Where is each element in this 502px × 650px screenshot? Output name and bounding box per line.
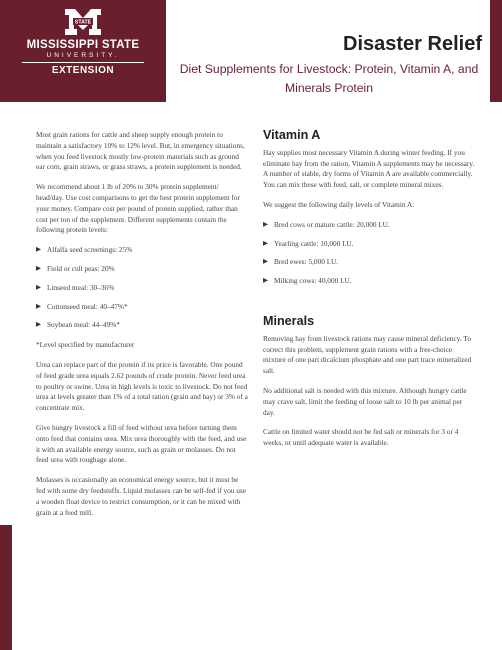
university-logo[interactable] — [0, 6, 166, 76]
left-column — [36, 130, 248, 527]
logo-university-name: MISSISSIPPI STATE — [26, 39, 140, 51]
list-item: ▶ Milking cows: 40,000 I.U. — [263, 276, 352, 286]
urea-feeding-paragraph: Give hungry livestock a fill of feed without urea before turning them onto feed that contains urea. Mix urea thoroughly with the feed, and use it with an available energy source, such as grain or molasses. Do not feed urea with roughage alone. — [36, 422, 247, 465]
list-item: ▶ Bred cows or mature cattle: 20,000 I.U. — [263, 219, 390, 229]
triangle-bullet-icon: ▶ — [263, 239, 268, 247]
supplement-list — [36, 245, 248, 331]
triangle-bullet-icon: ▶ — [36, 302, 41, 310]
list-item: ▶ Yearling cattle: 10,000 I.U. — [263, 238, 354, 248]
minerals-paragraph-1: Removing hay from livestock rations may cause mineral deficiency. To correct this problem, supplement grain rations with a free-choice mixture of one part dicalcium phosphate and one part trace mineralized salt. — [263, 333, 472, 376]
logo-shield-text: STATE — [74, 19, 92, 26]
vitamin-a-paragraph: Hay supplies most necessary Vitamin A during winter feeding. If you eliminate hay from the ration, Vitamin A supplements may be necessary. A number of stable, dry forms of Vitamin A are available commercially. You can mix these with feed, salt, or complete mineral mixes. — [263, 147, 475, 190]
list-item: ▶ Bred ewes: 5,000 I.U. — [263, 257, 339, 267]
logo-university-word: UNIVERSITY. — [46, 52, 120, 59]
vitamin-a-levels-list — [263, 220, 475, 287]
right-column — [263, 130, 475, 458]
logo-extension: EXTENSION — [51, 65, 115, 76]
molasses-paragraph: Molasses is occasionally an economical energy source, but it must be fed with some dry feedstuffs. Liquid molasses can be self-fed if you use a wooden float device to restrict consumption, or it can be mixed with grain at a feed mill. — [36, 475, 247, 517]
list-item: ▶ Linseed meal: 30–36% — [36, 282, 115, 292]
protein-intro-paragraph: Most grain rations for cattle and sheep supply enough protein to maintain a satisfactory 10% to 12% level. But, in emergency situations, when you feed livestock mostly low-protein materials such as ground ear corn, grain straws, or grass straws, a protein supplement is needed. — [36, 130, 245, 172]
msu-logo-mark-icon — [63, 6, 103, 38]
minerals-heading: Minerals — [263, 313, 315, 328]
minerals-paragraph-2: No additional salt is needed with this mixture. Although hungry cattle may crave salt, limit the feeding of loose salt to 10 lb per animal per day. — [263, 385, 467, 417]
section-spacer — [263, 296, 475, 316]
list-item: ▶ Cottonseed meal: 40–47%* — [36, 301, 128, 311]
list-item: ▶ Field or cull peas: 20% — [36, 263, 115, 273]
urea-paragraph: Urea can replace part of the protein if its price is favorable. One pound of feed grade urea equals 2.62 pounds of crude protein. Never feed urea to poultry or swine. Urea in high levels is toxic to livestock. Do not feed urea at levels greater than 1% of a total ration (grain and hay) or 3% of a concentrate mix. — [36, 359, 248, 413]
triangle-bullet-icon: ▶ — [263, 220, 268, 228]
side-accent-bar — [0, 525, 12, 650]
triangle-bullet-icon: ▶ — [36, 264, 41, 272]
corner-accent — [490, 0, 502, 102]
page-subtitle: Diet Supplements for Livestock: Protein, Vitamin A, and Minerals Protein — [179, 62, 479, 95]
protein-recommendation-paragraph: We recommend about 1 lb of 20% to 30% protein supplement/ head/day. Use cost comparisons to get the best protein supplement for your money. Compare cost per pound of protein supplied, rather than cost per ton of the supplement. Different supplements contain the following protein levels: — [36, 182, 240, 235]
triangle-bullet-icon: ▶ — [263, 277, 268, 285]
triangle-bullet-icon: ▶ — [36, 283, 41, 291]
triangle-bullet-icon: ▶ — [263, 258, 268, 266]
vitamin-a-levels-intro: We suggest the following daily levels of Vitamin A: — [263, 199, 415, 209]
triangle-bullet-icon: ▶ — [36, 246, 41, 254]
manufacturer-footnote: *Level specified by manufacturer — [36, 340, 135, 350]
triangle-bullet-icon: ▶ — [36, 321, 41, 329]
logo-divider — [22, 62, 144, 63]
list-item: ▶ Alfalfa seed screenings: 25% — [36, 245, 133, 255]
minerals-paragraph-3: Cattle on limited water should not be fed salt or minerals for 3 or 4 weeks, or until adequate water is available. — [263, 427, 459, 448]
page-title: Disaster Relief — [343, 33, 482, 55]
list-item: ▶ Soybean meal: 44–49%* — [36, 320, 120, 330]
vitamin-a-heading: Vitamin A — [263, 128, 321, 142]
